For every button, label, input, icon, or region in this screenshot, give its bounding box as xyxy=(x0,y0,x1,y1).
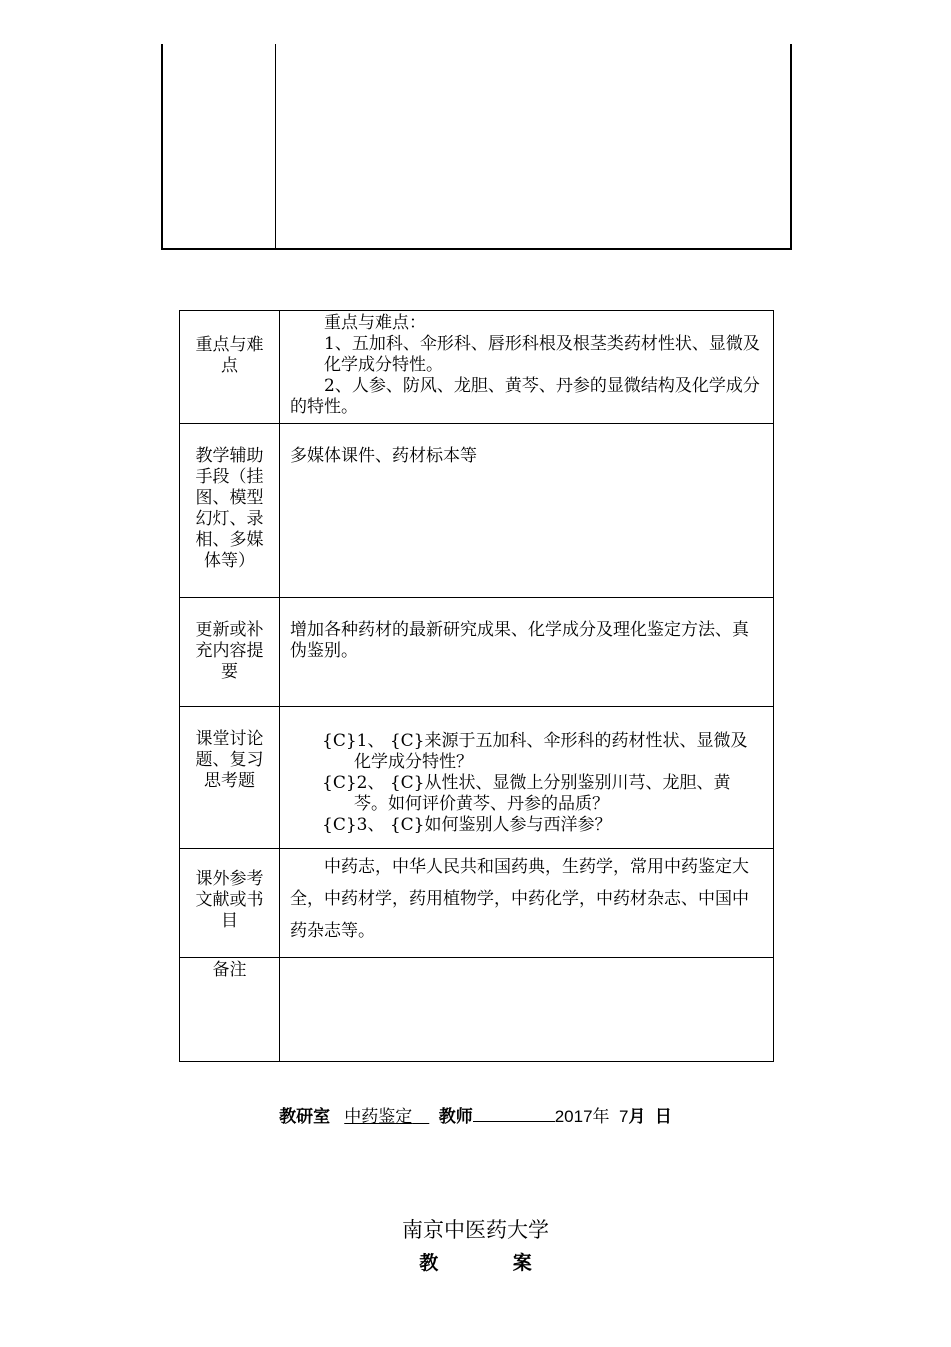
dept-value: 中药鉴定 xyxy=(344,1107,413,1126)
content-line: 多媒体课件、药材标本等 xyxy=(290,446,477,466)
year: 2017 xyxy=(554,1107,593,1126)
signature-line xyxy=(0,1102,951,1127)
row-label: 课外参考文献或书目 xyxy=(180,849,280,957)
lesson-plan-table xyxy=(179,310,774,1062)
table-row-remarks xyxy=(180,957,773,1061)
table-row-key-points xyxy=(180,311,773,423)
content-line: 增加各种药材的最新研究成果、化学成分及理化鉴定方法、真伪鉴别。 xyxy=(290,620,749,661)
content-line: 重点与难点： xyxy=(324,313,426,333)
content-line: 中药志，中华人民共和国药典，生药学，常用中药鉴定大全，中药材学，药用植物学，中药化学，中药材杂志、中国中药杂志等。 xyxy=(290,857,749,941)
content-line: 1、五加科、伞形科、唇形科根及根茎类药材性状、显微及化学成分特性。 xyxy=(324,334,760,375)
table-row-teaching-aids xyxy=(180,423,773,597)
year-unit: 年 xyxy=(592,1107,610,1126)
column-divider xyxy=(275,44,276,248)
content-line: {C}3、 {C}如何鉴别人参与西洋参？ xyxy=(322,815,612,835)
row-content xyxy=(280,424,773,597)
row-label: 重点与难点 xyxy=(180,311,280,423)
table-row-discussion xyxy=(180,706,773,848)
row-label: 教学辅助手段（挂图、模型幻灯、录相、多媒体等） xyxy=(180,424,280,597)
row-content xyxy=(280,849,773,957)
previous-table-fragment xyxy=(161,44,792,250)
row-label: 课堂讨论题、复习思考题 xyxy=(180,707,280,848)
row-content xyxy=(280,598,773,706)
day-unit: 日 xyxy=(654,1107,672,1126)
row-label: 备注 xyxy=(180,958,280,1061)
row-content xyxy=(280,707,773,848)
row-label: 更新或补充内容提要 xyxy=(180,598,280,706)
dept-label: 教研室 xyxy=(279,1107,331,1126)
document-title: 教 案 xyxy=(419,1252,566,1274)
teacher-label: 教师 xyxy=(438,1107,473,1126)
university-name: 南京中医药大学 xyxy=(402,1218,549,1242)
content-line: 2、人参、防风、龙胆、黄芩、丹参的显微结构及化学成分的特性。 xyxy=(290,376,760,417)
teacher-blank xyxy=(473,1107,555,1122)
row-content xyxy=(280,311,773,423)
table-row-references xyxy=(180,848,773,957)
content-line: {C}1、 {C}来源于五加科、伞形科的药材性状、显微及化学成分特性？ xyxy=(322,731,748,772)
row-content xyxy=(280,958,773,1061)
table-row-updates xyxy=(180,597,773,706)
content-line: {C}2、 {C}从性状、显微上分别鉴别川芎、龙胆、黄芩。如何评价黄芩、丹参的品质？ xyxy=(322,773,731,814)
month-unit: 月 xyxy=(628,1107,646,1126)
month: 7 xyxy=(618,1107,629,1126)
